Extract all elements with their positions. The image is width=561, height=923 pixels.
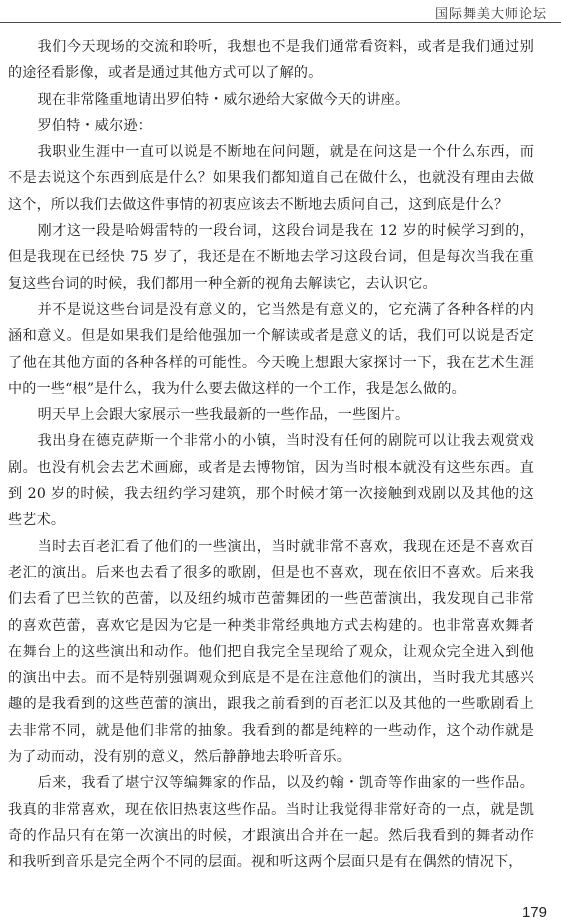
- paragraph-invitation: 现在非常隆重地请出罗伯特・威尔逊给大家做今天的讲座。: [37, 91, 410, 108]
- running-header: [0, 0, 561, 23]
- paragraph: 当时去百老汇看了他们的一些演出，当时就非常不喜欢，我现在还是不喜欢百老汇的演出。后来也去看了很多的歌剧，但是也不喜欢，现在依旧不喜欢。后来我们去看了巴兰钦的芭蕾，以及纽约城市芭蕾舞团的一些芭蕾演出，我发现自己非常的喜欢芭蕾，喜欢它是因为它是一种类非常经典地方式去构建的。也非常喜欢舞者在舞台上的这些演出和动作。他们把自我完全呈现给了观众，让观众完全进入到他的演出中去。而不是特别强调观众到底是不是在注意他们的演出，当时我尤其感兴趣的是我看到的这些芭蕾的演出，跟我之前看到的百老汇以及其他的一些歌剧看上去非常不同，就是他们非常的抽象。我看到的都是纯粹的一些动作，这个动作就是为了动而动，没有别的意义，然后静静地去聆听音乐。: [8, 538, 534, 766]
- paragraph: 刚才这一段是哈姆雷特的一段台词，这段台词是我在 12 岁的时候学习到的，但是我现在已经快 75 岁了，我还是在不断地去学习这段台词，但是每次当我在重复这些台词的时候，我们都用一种全新的视角去解读它，去认识它。: [8, 223, 534, 292]
- page-number: 179: [521, 904, 547, 921]
- paragraph: 后来，我看了堪宁汉等编舞家的作品，以及约翰・凯奇等作曲家的一些作品。我真的非常喜欢，现在依旧热衷这些作品。当时让我觉得非常好奇的一点，就是凯奇的作品只有在第一次演出的时候，才跟演出合并在一起。然后我看到的舞者动作和我听到音乐是完全两个不同的层面。视和听这两个层面只是有在偶然的情况下，: [8, 775, 534, 871]
- paragraph: 明天早上会跟大家展示一些我最新的一些作品，一些图片。: [37, 407, 410, 424]
- paragraph: 我出身在德克萨斯一个非常小的小镇，当时没有任何的剧院可以让我去观赏戏剧。也没有机会去艺术画廊，或者是去博物馆，因为当时根本就没有这些东西。直到 20 岁的时候，我去纽约学习建筑，那个时候才第一次接触到戏剧以及其他的这些艺术。: [8, 433, 534, 529]
- paragraph-intro: 我们今天现场的交流和聆听，我想也不是我们通常看资料，或者是我们通过别的途径看影像，或者是通过其他方式可以了解的。: [8, 39, 534, 82]
- header-title: 国际舞美大师论坛: [434, 7, 547, 22]
- paragraph: 并不是说这些台词是没有意义的，它当然是有意义的，它充满了各种各样的内涵和意义。但是如果我们是给他强加一个解读或者是意义的话，我们可以说是否定了他在其他方面的各种各样的可能性。今天晚上想跟大家探讨一下，我在艺术生涯中的一些“根”是什么，我为什么要去做这样的一个工作，我是怎么做的。: [8, 301, 534, 397]
- paragraph: 我职业生涯中一直可以说是不断地在问问题，就是在问这是一个什么东西，而不是去说这个东西到底是什么？如果我们都知道自己在做什么，也就没有理由去做这个，所以我们去做这件事情的初衷应该去不断地去质问自己，这到底是什么？: [8, 144, 534, 213]
- body-text: [8, 34, 534, 876]
- speaker-label: 罗伯特・威尔逊：: [37, 117, 152, 134]
